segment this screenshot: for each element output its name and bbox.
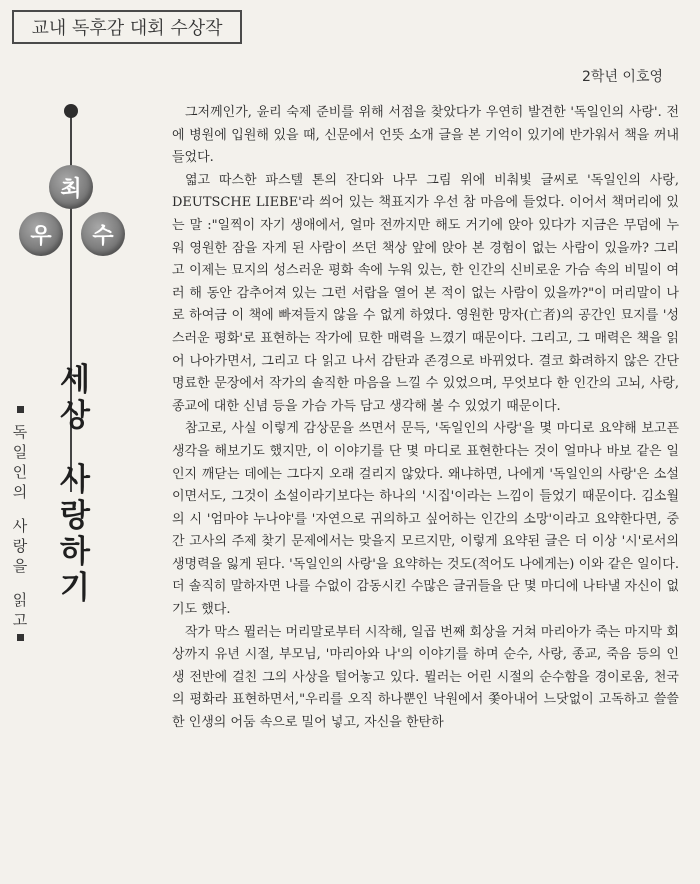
- paragraph: 그저께인가, 윤리 숙제 준비를 위해 서점을 찾았다가 우연히 발견한 '독일인의 사랑'. 전에 병원에 입원해 있을 때, 신문에서 언뜻 소개 글을 본 기억이 있기에 반가워서 책을 꺼내 들었다.: [172, 105, 679, 166]
- square-bullet-icon: [17, 634, 24, 641]
- subtitle-word-3: 읽고: [12, 591, 28, 629]
- essay-body: [172, 102, 679, 735]
- subtitle-word-2: 사랑을: [12, 517, 28, 575]
- section-label: 교내 독후감 대회 수상작: [31, 18, 223, 39]
- decorative-dot: [64, 104, 78, 118]
- essay-title: [58, 362, 92, 606]
- author-byline: 2학년 이호영: [582, 69, 663, 85]
- subtitle-word-1: 독일인의: [12, 423, 28, 501]
- award-badge-choi: 최: [49, 165, 93, 209]
- paragraph: 엷고 따스한 파스텔 톤의 잔디와 나무 그림 위에 비춰빛 글씨로 '독일인의 사랑, DEUTSCHE LIEBE'라 씌어 있는 책표지가 우선 참 마음에 들었다. 이어서 책머리에 있는 말 :"일찍이 자기 생애에서, 얼마 전까지만 해도 거기에 앉아 있다가 지금은 무덤에 누워 영원한 잠을 자게 된 사람이 쓰던 책상 앞에 앉아 본 경험이 없는 사람이 있을까? 그리고 이제는 묘지의 성스러운 평화 속에 누워 있는, 한 인간의 신비로운 가슴 속의 비밀이 여러 해 동안 감추어져 있는 그런 서랍을 열어 본 적이 없는 사람이 있을까?"이 머리말이 나로 하여금 이 책에 빠져들지 않을 수 없게 하였다. 영원한 망자(亡者)의 공간인 묘지를 '성스러운 평화'로 표현하는 작가에 묘한 매력을 느꼈기 때문이다. 그리고, 그 매력은 책을 읽어 나아가면서, 그리고 다 읽고 나서 감탄과 존경으로 바뀌었다. 결코 화려하지 않은 간단 명료한 문장에서 작가의 솔직한 마음을 느낄 수 있었으며, 무엇보다 한 인간의 고뇌, 사랑, 종교에 대한 신념 등을 가슴 가득 담고 생각해 볼 수 있었기 때문이다.: [172, 172, 679, 414]
- award-badge-su: 수: [81, 212, 125, 256]
- essay-subtitle: [11, 402, 29, 650]
- title-word-1: 세상: [60, 362, 90, 434]
- paragraph: 작가 막스 뮐러는 머리말로부터 시작해, 일곱 번째 회상을 거쳐 마리아가 죽는 마지막 회상까지 유년 시절, 부모님, '마리아와 나'의 이야기를 하며 순수, 사랑, 종교, 죽음 등의 인생 전반에 걸친 그의 사상을 털어놓고 있다. 뮐러는 어린 시절의 순수함을 경이로움, 천국의 평화라 표현하면서,"우리를 오직 하나뿐인 낙원에서 쫓아내어 느닷없이 고독하고 쓸쓸한 인생의 어둠 속으로 밀어 넣고, 자신을 한탄하: [172, 624, 679, 731]
- square-bullet-icon: [17, 406, 24, 413]
- award-badge-u: 우: [19, 212, 63, 256]
- section-label-box: [12, 10, 242, 44]
- paragraph: 참고로, 사실 이렇게 감상문을 쓰면서 문득, '독일인의 사랑'을 몇 마디로 요약해 보고픈 생각을 해보기도 했지만, 이 이야기를 단 몇 마디로 표현한다는 것이 얼마나 바보 같은 일인지 깨닫는 데에는 그다지 오래 걸리지 않았다. 왜냐하면, 나에게 '독일인의 사랑'은 소설이면서도, 그것이 소설이라기보다는 하나의 '시집'이라는 느낌이 들었기 때문이다. 김소월의 시 '엄마야 누나야'를 '자연으로 귀의하고 싶어하는 인간의 소망'이라고 요약한다면, 중간 고사의 주제 찾기 문제에서는 맞을지 모르지만, 이렇게 요약된 글은 더 이상 '시'로서의 생명력을 잃게 된다. '독일인의 사랑'을 요약하는 것도(적어도 나에게는) 이와 같은 일이다. 더 솔직히 말하자면 나를 수없이 감동시킨 수많은 글귀들을 단 몇 마디에 나타낼 자신이 없기도 했다.: [172, 421, 679, 618]
- title-word-2: 사랑하기: [60, 462, 90, 606]
